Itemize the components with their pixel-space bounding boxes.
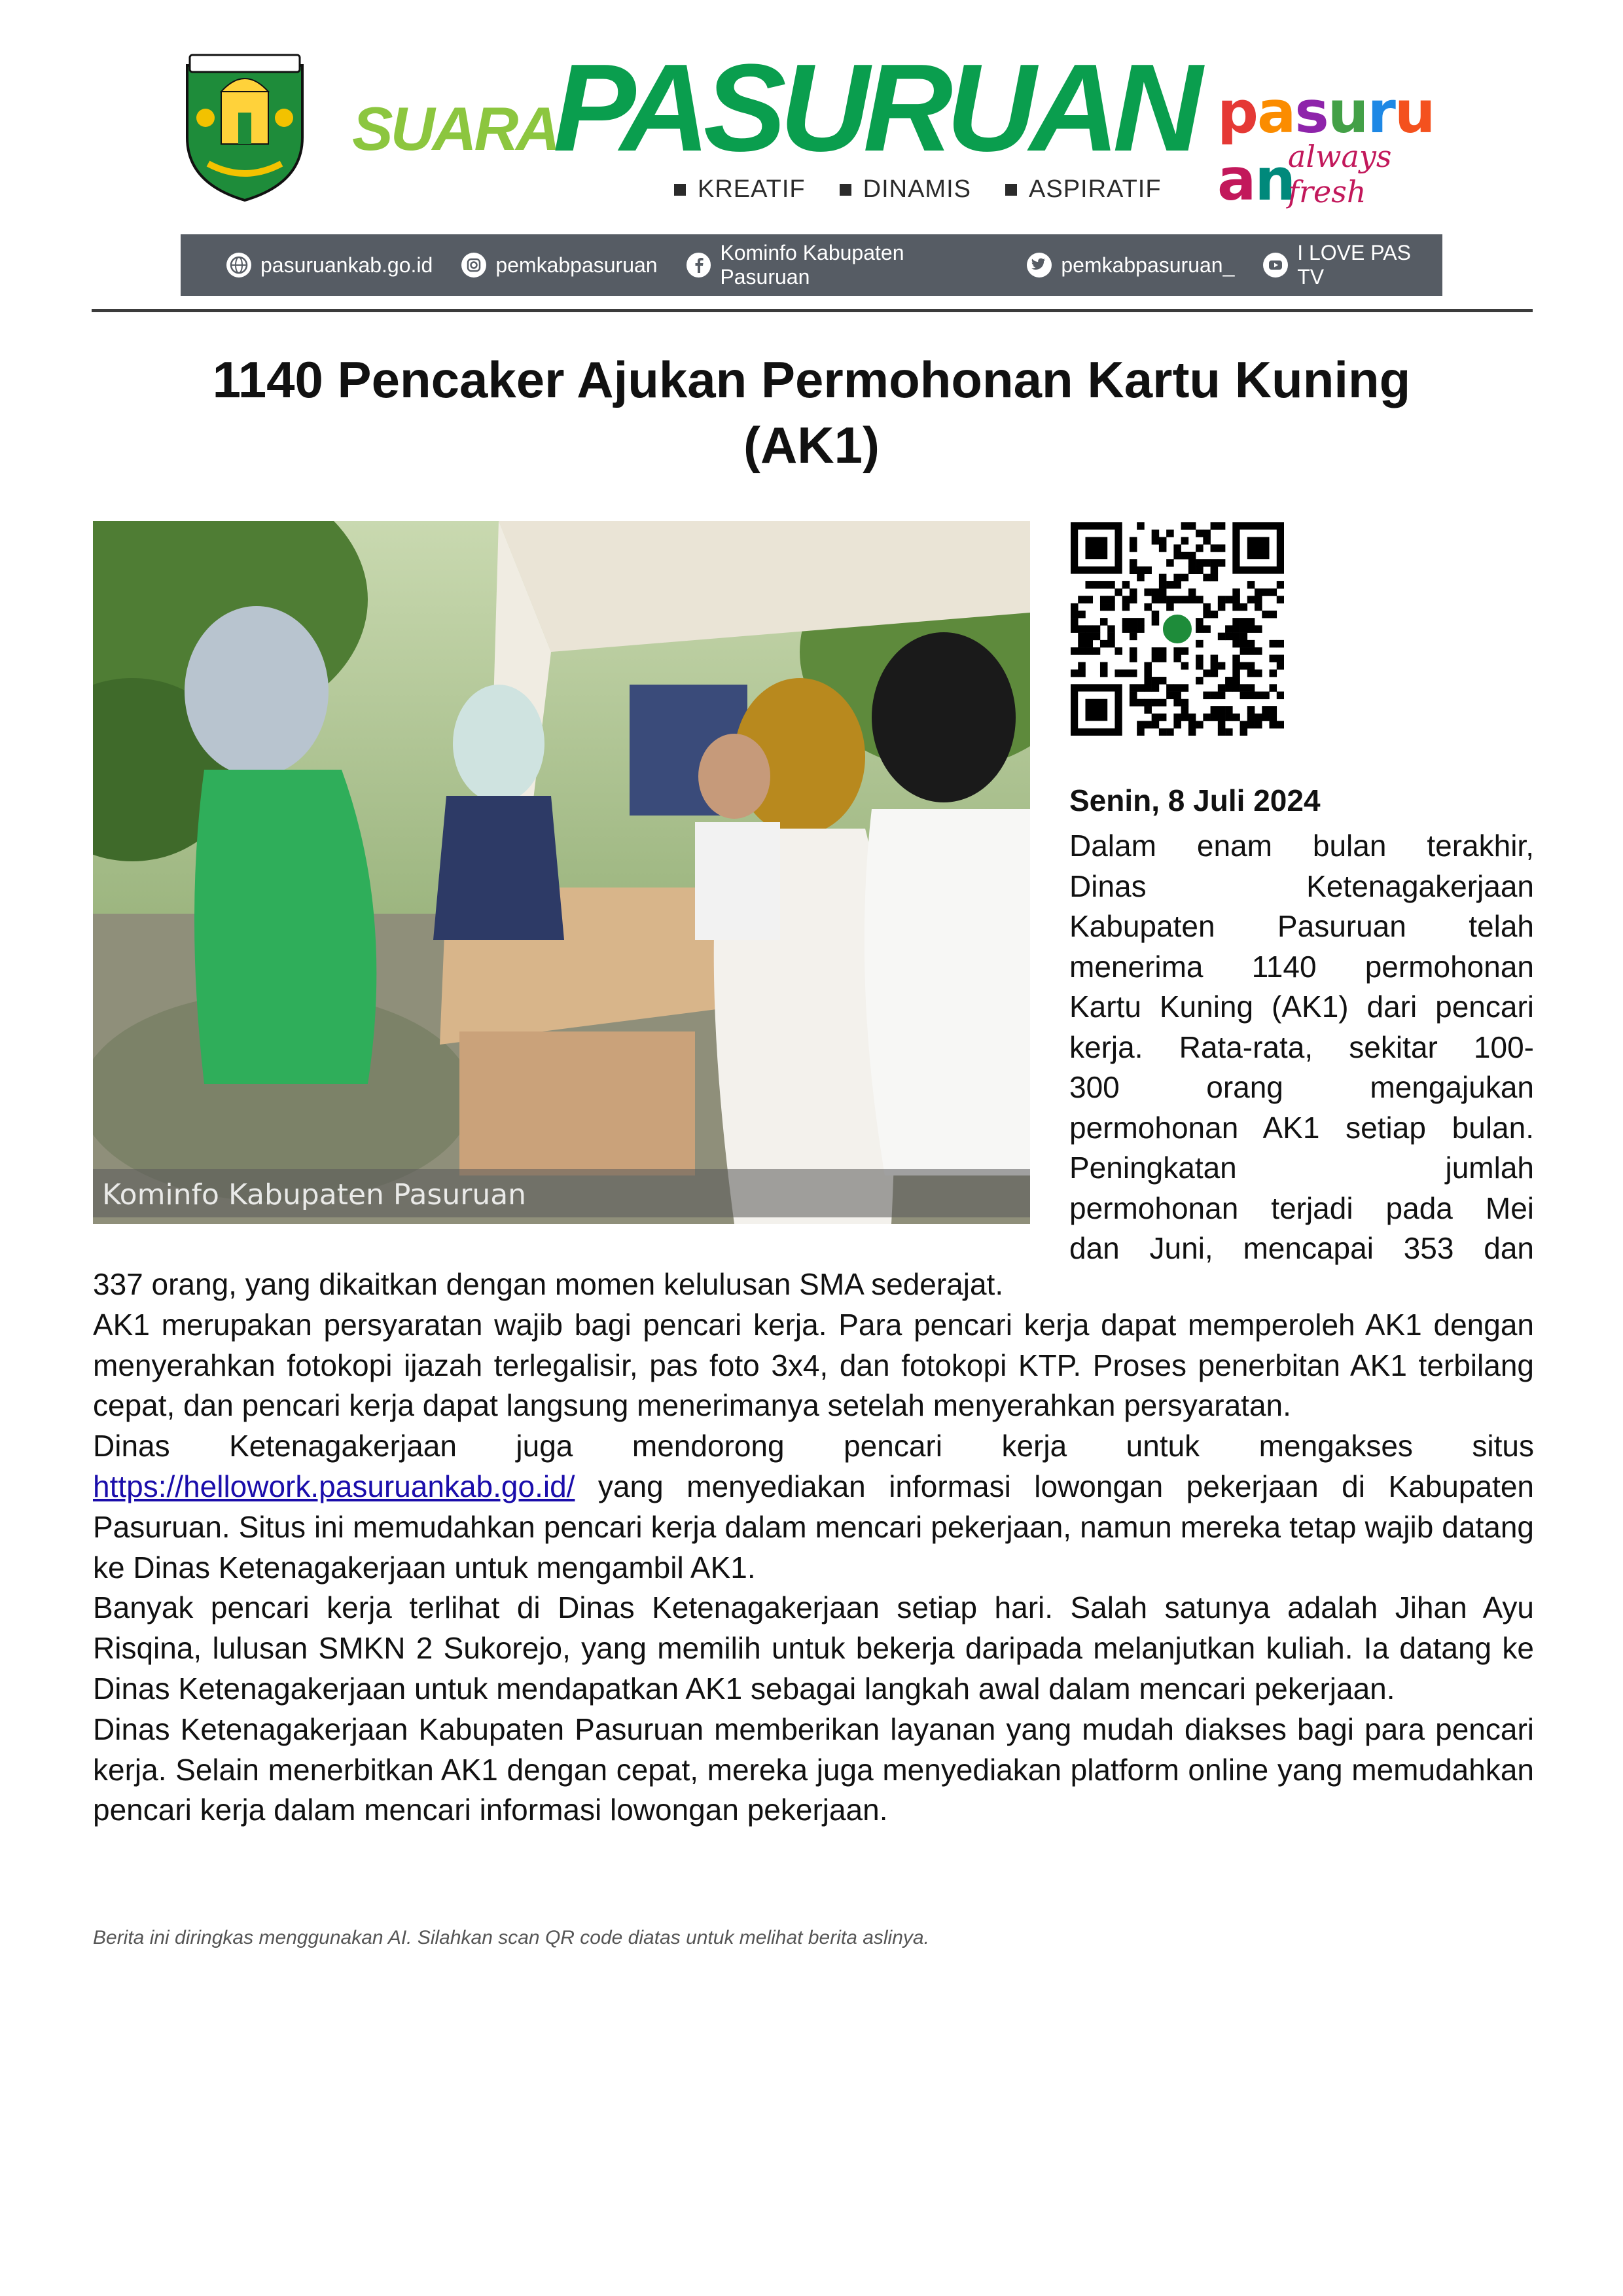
globe-icon <box>226 253 251 278</box>
column-line: Kabupaten Pasuruan telah <box>1069 909 1534 943</box>
column-line: Dinas Ketenagakerjaan <box>1069 869 1534 903</box>
title-line: (AK1) <box>743 416 880 474</box>
column-line: Peningkatan jumlah <box>1069 1151 1534 1185</box>
paragraph <box>93 1426 1534 1588</box>
social-youtube[interactable] <box>1263 241 1442 289</box>
column-line: menerima 1140 permohonan <box>1069 949 1534 984</box>
tagline-item: ASPIRATIF <box>1005 175 1162 204</box>
paragraph: Dinas Ketenagakerjaan Kabupaten Pasuruan memberikan layanan yang mudah diakses bagi para pencari kerja. Selain menerbitkan AK1 dengan cepat, mereka juga menyediakan platform online yang memudahkan pencari kerja dalam mencari informasi lowongan pekerjaan. <box>93 1712 1534 1827</box>
article-body <box>93 1265 1534 1831</box>
social-label: pasuruankab.go.id <box>260 253 433 277</box>
tagline-item: KREATIF <box>674 175 806 204</box>
square-bullet-icon <box>674 184 686 196</box>
social-facebook[interactable] <box>687 241 999 289</box>
social-twitter[interactable] <box>1027 253 1234 278</box>
paragraph-text: Dinas Ketenagakerjaan juga mendorong pencari kerja untuk mengakses situs <box>93 1429 1534 1463</box>
social-media-bar <box>181 234 1442 296</box>
instagram-icon <box>461 253 486 278</box>
paragraph-text: yang menyediakan informasi lowongan pekerjaan di Kabupaten Pasuruan. Situs ini memudahkan pencari kerja dalam mencari pekerjaan, namun mereka tetap wajib datang ke Dinas Ketenagakerjaan untuk mengambil AK1. <box>93 1469 1534 1585</box>
social-label: I LOVE PAS TV <box>1297 241 1411 289</box>
article-title <box>131 347 1492 478</box>
column-line: kerja. Rata-rata, sekitar 100- <box>1069 1030 1534 1064</box>
square-bullet-icon <box>1005 184 1017 196</box>
photo-caption-bar <box>93 1169 1030 1217</box>
column-line: 300 orang mengajukan <box>1069 1070 1534 1104</box>
social-label: pemkabpasuruan_ <box>1061 253 1235 277</box>
regency-crest-logo <box>182 52 308 203</box>
column-line: Kartu Kuning (AK1) dari pencari <box>1069 990 1534 1024</box>
youtube-icon <box>1263 253 1288 278</box>
tourism-logo-tagline: always fresh <box>1288 139 1392 209</box>
column-line: Dalam enam bulan terakhir, <box>1069 829 1534 863</box>
tagline-item: DINAMIS <box>840 175 971 204</box>
column-line: dan Juni, mencapai 353 dan <box>1069 1231 1534 1265</box>
qr-code[interactable] <box>1071 522 1284 736</box>
square-bullet-icon <box>840 184 851 196</box>
hellowork-link[interactable]: https://hellowork.pasuruankab.go.id/ <box>93 1469 575 1503</box>
paragraph: AK1 merupakan persyaratan wajib bagi pencari kerja. Para pencari kerja dapat memperoleh AK1 dengan menyerahkan fotokopi ijazah terlegalisir, pas foto 3x4, dan fotokopi KTP. Proses penerbitan AK1 terbilang cepat, dan pencari kerja dapat langsung menerimanya setelah menyerahkan persyaratan. <box>93 1307 1534 1423</box>
social-label: pemkabpasuruan <box>495 253 658 277</box>
column-line: permohonan AK1 setiap bulan. <box>1069 1110 1534 1145</box>
social-website[interactable] <box>226 253 433 278</box>
column-line: permohonan terjadi pada Mei <box>1069 1191 1534 1225</box>
article-intro-column <box>1069 826 1534 1269</box>
facebook-icon <box>687 253 711 278</box>
tagline <box>674 175 1162 204</box>
photo-caption: Kominfo Kabupaten Pasuruan <box>102 1178 527 1211</box>
article-photo <box>93 521 1030 1224</box>
social-label: Kominfo Kabupaten Pasuruan <box>720 241 904 289</box>
header-divider <box>92 309 1533 312</box>
brand-suara: SUARA <box>352 94 558 163</box>
ai-summary-footnote: Berita ini diringkas menggunakan AI. Silahkan scan QR code diatas untuk melihat berita aslinya. <box>93 1927 929 1948</box>
paragraph: 337 orang, yang dikaitkan dengan momen kelulusan SMA sederajat. <box>93 1267 1004 1301</box>
twitter-icon <box>1027 253 1052 278</box>
article-date: Senin, 8 Juli 2024 <box>1069 783 1321 817</box>
tourism-logo-word: pasuruan <box>1217 79 1435 213</box>
brand-pasuruan: PASURUAN <box>553 39 1196 177</box>
title-line: 1140 Pencaker Ajukan Permohonan Kartu Kuning <box>212 351 1411 408</box>
tourism-logo <box>1217 79 1453 213</box>
paragraph: Banyak pencari kerja terlihat di Dinas Ketenagakerjaan setiap hari. Salah satunya adalah Jihan Ayu Risqina, lulusan SMKN 2 Sukorejo, yang memilih untuk bekerja daripada melanjutkan kuliah. Ia datang ke Dinas Ketenagakerjaan untuk mendapatkan AK1 sebagai langkah awal dalam mencari pekerjaan. <box>93 1590 1534 1706</box>
social-instagram[interactable] <box>461 253 657 278</box>
